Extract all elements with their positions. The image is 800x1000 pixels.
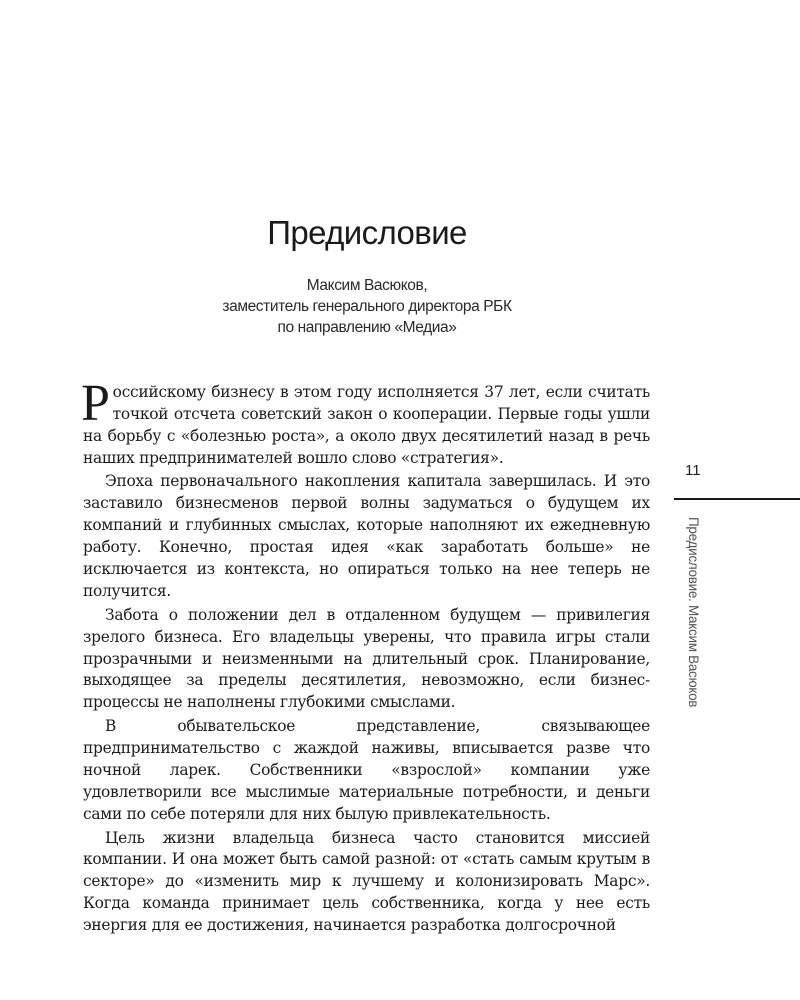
author-attribution (0, 275, 734, 338)
paragraph-2: Эпоха первоначального накопления капитала завершилась. И это заставило бизнесменов первой волны задуматься о будущем их компаний и глубинных смыслах, которые наполняют их ежедневную работу. Конечно, простая идея «как заработать больше» не исключается из контекста, но опираться только на нее теперь не получится. (83, 472, 650, 600)
page-number: 11 (685, 462, 701, 479)
paragraph-3: Забота о положении дел в отдаленном будущем — привилегия зрелого бизнеса. Его владельцы уверены, что правила игры стали прозрачными и неизменными на длительный срок. Планирование, выходящее за пределы десятилетия, невозможно, если бизнес-процессы не наполнены глубокими смыслами. (83, 605, 650, 712)
author-position: заместитель генерального директора РБК (222, 298, 512, 315)
paragraph-5: Цель жизни владельца бизнеса часто становится миссией компании. И она может быть самой разной: от «стать самым крутым в секторе» до «изменить мир к лучшему и колонизировать Марс». Когда команда принимает цель собственника, когда у нее есть энергия для ее достижения, начинается разработка долгосрочной (83, 828, 650, 935)
paragraph-1-text: оссийскому бизнесу в этом году исполняется 37 лет, если считать точкой отсчета советский закон о кооперации. Первые годы ушли на борьбу с «болезнью роста», а около двух десятилетий назад в речь наших предпринимателей вошло слово «стратегия». (83, 383, 650, 467)
margin-divider (674, 498, 800, 500)
author-name: Максим Васюков, (306, 277, 428, 294)
drop-cap: Р (81, 375, 110, 432)
body-text (81, 375, 650, 939)
author-department: по направлению «Медиа» (277, 319, 457, 336)
page-title: Предисловие (267, 214, 467, 251)
paragraph-4: В обывательское представление, связывающее предпринимательство с жаждой наживы, вписывается разве что ночной ларек. Собственники «взрослой» компании уже удовлетворили все мыслимые материальные потребности, и деньги сами по себе потеряли для них былую привлекательность. (83, 717, 650, 823)
running-head: Предисловие. Максим Васюков (686, 517, 701, 708)
paragraph-1 (81, 375, 650, 470)
